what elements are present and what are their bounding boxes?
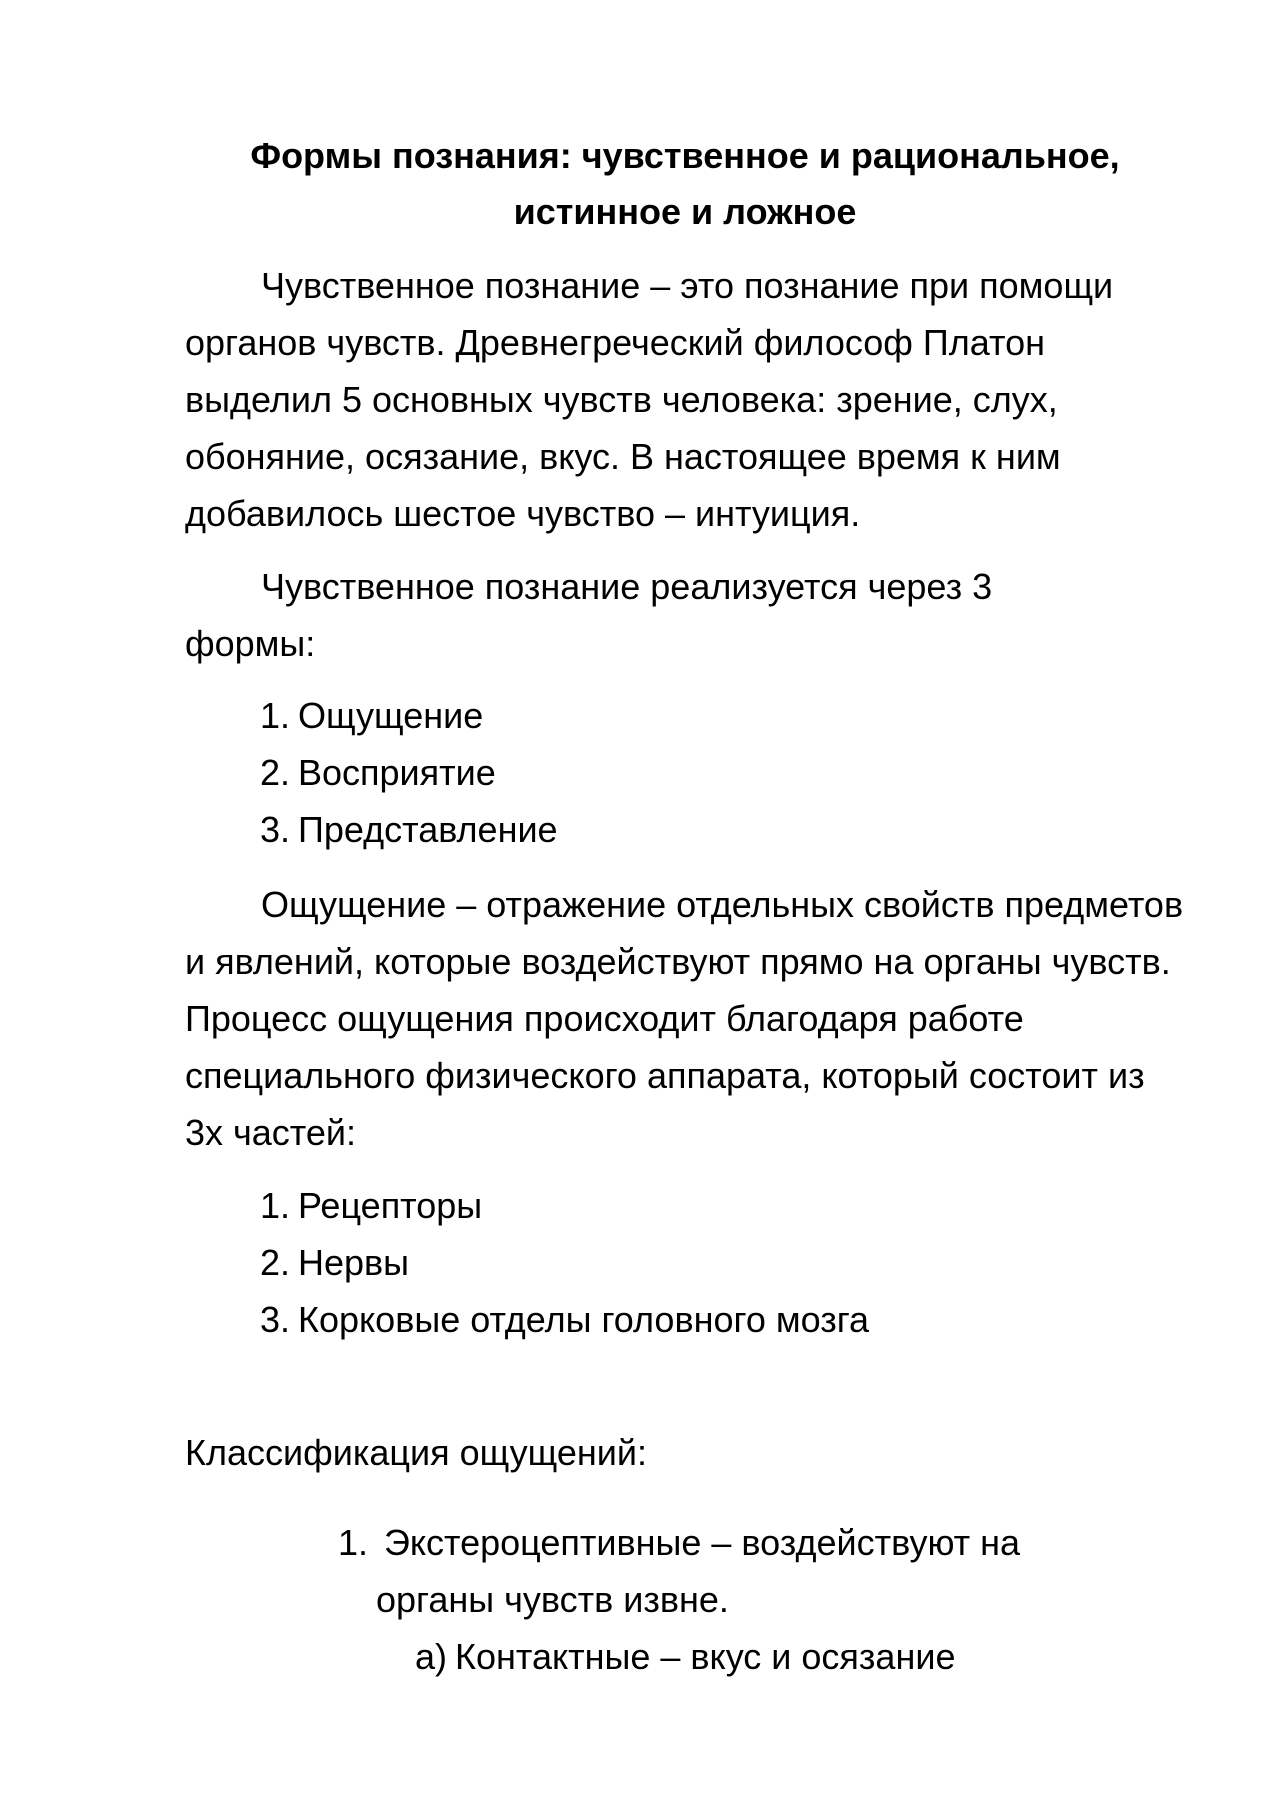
document-title [185, 128, 1185, 240]
forms-list [260, 687, 558, 858]
list-item-text: Корковые отделы головного мозга [298, 1299, 870, 1340]
list-item-number: 1. [260, 1185, 291, 1226]
classification-sublist [415, 1628, 955, 1685]
list-item-text: Восприятие [298, 752, 496, 793]
list-item [260, 1234, 869, 1291]
list-item-number: 1. [338, 1522, 369, 1563]
list-item [260, 744, 558, 801]
list-item [415, 1628, 955, 1685]
list-item-number: 2. [260, 1242, 291, 1283]
title-line-2: истинное и ложное [513, 191, 857, 232]
list-item-number: 3. [260, 1299, 291, 1340]
list-item-text: Рецепторы [298, 1185, 483, 1226]
parts-list [260, 1177, 869, 1348]
paragraph-sensation: Ощущение – отражение отдельных свойств предметов и явлений, которые воздействуют прямо на органы чувств. Процесс ощущения происходит благодаря работе специального физического аппарата, который состоит из 3х частей: [185, 884, 1184, 1153]
paragraph-sensory-cognition: Чувственное познание – это познание при помощи органов чувств. Древнегреческий философ Платон выделил 5 основных чувств человека: зрение, слух, обоняние, осязание, вкус. В настоящее время к ним добавилось шестое чувство – интуиция. [185, 265, 1114, 534]
list-item-text: Экстероцептивные – воздействуют на [384, 1522, 1021, 1563]
classification-heading: Классификация ощущений: [185, 1432, 648, 1473]
list-item [260, 1177, 869, 1234]
list-item-text: Контактные – вкус и осязание [455, 1636, 956, 1677]
list-item-text: Представление [298, 809, 558, 850]
list-item [260, 687, 558, 744]
list-item-number: 3. [260, 809, 291, 850]
classification-list [338, 1514, 1020, 1628]
list-item-number: 1. [260, 695, 291, 736]
list-item-letter: а) [415, 1636, 448, 1677]
list-item-text: Ощущение [298, 695, 484, 736]
list-item-text: Нервы [298, 1242, 410, 1283]
list-item [260, 801, 558, 858]
list-item [260, 1291, 869, 1348]
title-line-1: Формы познания: чувственное и рациональное, [250, 135, 1120, 176]
list-item-continuation [338, 1571, 1020, 1628]
paragraph-three-forms: Чувственное познание реализуется через 3 формы: [185, 566, 993, 664]
list-item [338, 1514, 1020, 1571]
list-item-number: 2. [260, 752, 291, 793]
list-item-text: органы чувств извне. [376, 1579, 729, 1620]
